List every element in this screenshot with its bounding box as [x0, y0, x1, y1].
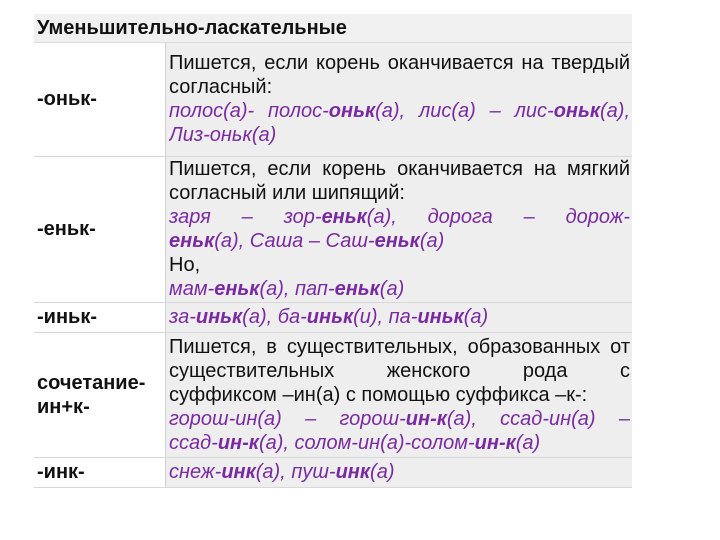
- table-body: [34, 43, 632, 488]
- example-text: заря – зор-еньк(а), дорога – дорож-: [169, 206, 630, 228]
- rule-cell: [166, 302, 633, 332]
- rule-text: Пишется, в существительных, образованных от: [169, 335, 630, 358]
- suffix-label: -инк-: [34, 457, 166, 487]
- example-text: снеж-инк(а), пуш-инк(а): [169, 461, 395, 483]
- example-text: Лиз-оньк(а): [169, 124, 277, 147]
- rule-cell: [166, 457, 633, 487]
- example-text: полос(а)- полос-оньк(а), лис(а) – лис-оньк(а),: [169, 100, 630, 123]
- rule-cell: [166, 332, 633, 457]
- table-title: Уменьшительно-ласкательные: [34, 14, 632, 43]
- example-text: ссад-ин-к(а), солом-ин(а)-солом-ин-к(а): [169, 431, 541, 454]
- rule-text: Пишется, если корень оканчивается на твердый: [169, 52, 630, 75]
- suffix-table: [34, 14, 632, 488]
- suffix-label: -иньк-: [34, 302, 166, 332]
- suffix-label: сочетание- ин+к-: [34, 332, 166, 457]
- table-row: [34, 302, 632, 332]
- table-row: [34, 156, 632, 302]
- example-text: мам-еньк(а), пап-еньк(а): [169, 278, 405, 300]
- suffix-label: -оньк-: [34, 43, 166, 156]
- rule-text: согласный или шипящий:: [169, 182, 405, 204]
- rule-text: согласный:: [169, 76, 273, 99]
- suffix-label: -еньк-: [34, 156, 166, 302]
- rule-cell: [166, 43, 633, 156]
- table-row: [34, 457, 632, 487]
- example-text: еньк(а), Саша – Саш-еньк(а): [169, 230, 445, 252]
- table-row: [34, 332, 632, 457]
- rule-text: существительных женского рода с: [169, 359, 630, 382]
- rule-text: суффиксом –ин(а) с помощью суффикса –к-:: [169, 383, 588, 406]
- rule-text: Пишется, если корень оканчивается на мягкий: [169, 158, 630, 180]
- table-row: [34, 43, 632, 156]
- example-text: горош-ин(а) – горош-ин-к(а), ссад-ин(а) –: [169, 407, 630, 430]
- rule-text: Но,: [169, 254, 201, 276]
- rule-cell: [166, 156, 633, 302]
- example-text: за-иньк(а), ба-иньк(и), па-иньк(а): [169, 306, 489, 328]
